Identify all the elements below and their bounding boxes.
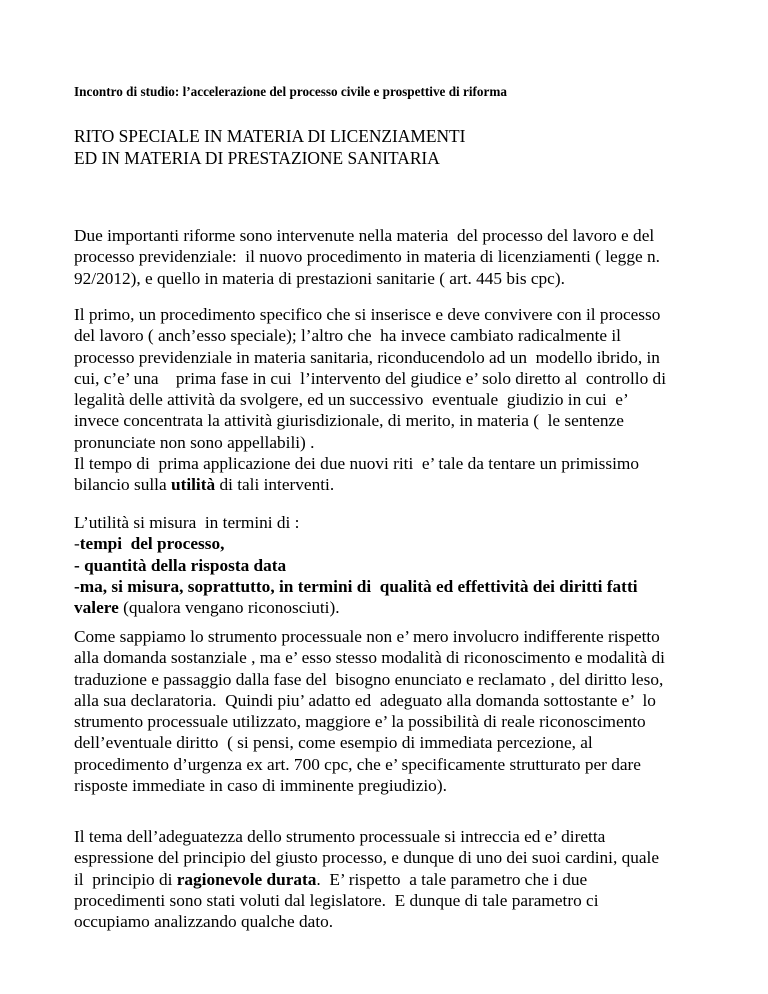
paragraph-line: L’utilità si misura in termini di :: [74, 513, 300, 532]
bold-text: -ma, si misura, soprattutto, in termini di qualità ed effettività dei diritti fatti: [74, 576, 638, 596]
text-run: bilancio sulla: [74, 475, 171, 495]
paragraph-line: Come sappiamo lo strumento processuale non e’ mero involucro indifferente rispetto: [74, 627, 660, 646]
paragraph-procedural-instrument: [74, 626, 714, 796]
paragraph-line: strumento processuale utilizzato, maggiore e’ la possibilità di reale riconoscimento: [74, 712, 646, 732]
paragraph-line: [74, 597, 714, 618]
bold-text: - quantità della risposta data: [74, 555, 287, 575]
text-run: . E’ rispetto a tale parametro che i due: [316, 869, 588, 889]
paragraph-line: alla domanda sostanziale , ma e’ esso stesso modalità di riconoscimento e modalità di: [74, 648, 665, 668]
paragraph-line: processo previdenziale: il nuovo procedimento in materia di licenziamenti ( legge n.: [74, 247, 660, 267]
paragraph-procedures: [74, 304, 714, 453]
bold-text: tempi del processo,: [79, 534, 225, 554]
paragraph-line: legalità delle attività da svolgere, ed un successivo eventuale giudizio in cui e’: [74, 390, 629, 410]
paragraph-line: Il primo, un procedimento specifico che si inserisce e deve convivere con il processo: [74, 305, 661, 324]
paragraph-first-application: [74, 453, 714, 496]
text-run: il principio di: [74, 869, 177, 889]
bold-text: valere: [74, 598, 119, 618]
list-item-quantity: [74, 555, 714, 576]
title-line-1: RITO SPECIALE IN MATERIA DI LICENZIAMENTI: [74, 126, 466, 146]
list-item-times: [74, 533, 714, 554]
list-item-quality: [74, 576, 714, 597]
paragraph-line: espressione del principio del giusto processo, e dunque di uno dei suoi cardini, quale: [74, 848, 660, 868]
paragraph-line: traduzione e passaggio dalla fase del bisogno enunciato e reclamato , del diritto leso,: [74, 669, 664, 689]
paragraph-line: Il tempo di prima applicazione dei due nuovi riti e’ tale da tentare un primissimo: [74, 454, 639, 473]
text-run: di tali interventi.: [215, 475, 335, 495]
text-run: -: [74, 534, 80, 554]
paragraph-line: dell’eventuale diritto ( si pensi, come esempio di immediata percezione, al: [74, 733, 593, 753]
paragraph-intro: [74, 225, 714, 289]
paragraph-line: procedimento d’urgenza ex art. 700 cpc, che e’ specificamente strutturato per dare: [74, 754, 641, 774]
bold-term-utility: utilità: [170, 475, 216, 495]
paragraph-line: invece concentrata la attività giurisdizionale, di merito, in materia ( le sentenze: [74, 411, 624, 431]
paragraph-line: risposte immediate in caso di imminente pregiudizio).: [74, 776, 447, 796]
paragraph-line: [74, 869, 714, 890]
title-line-2: ED IN MATERIA DI PRESTAZIONE SANITARIA: [74, 148, 440, 168]
paragraph-line: pronunciate non sono appellabili) .: [74, 432, 315, 452]
paragraph-line: cui, c’e’ una prima fase in cui l’intervento del giudice e’ solo diretto al controllo di: [74, 368, 666, 388]
paragraph-line: processo previdenziale in materia sanitaria, riconducendolo ad un modello ibrido, in: [74, 347, 660, 367]
paragraph-reasonable-duration: [74, 826, 714, 932]
paragraph-line: procedimenti sono stati voluti dal legislatore. E dunque di tale parametro ci: [74, 890, 599, 910]
paragraph-line: Due importanti riforme sono intervenute nella materia del processo del lavoro e del: [74, 226, 655, 245]
paragraph-line: Il tema dell’adeguatezza dello strumento processuale si intreccia ed e’ diretta: [74, 827, 606, 846]
paragraph-line: 92/2012), e quello in materia di prestazioni sanitarie ( art. 445 bis cpc).: [74, 268, 565, 288]
paragraph-utility-measures: [74, 512, 714, 618]
paragraph-line: occupiamo analizzando qualche dato.: [74, 912, 334, 932]
paragraph-line: alla sua declaratoria. Quindi piu’ adatto ed adeguato alla domanda sottostante e’ lo: [74, 690, 656, 710]
bold-term-reasonable-duration: ragionevole durata: [176, 869, 317, 889]
paragraph-line: [74, 474, 714, 495]
paragraph-line: del lavoro ( anch’esso speciale); l’altro che ha invece cambiato radicalmente il: [74, 326, 621, 346]
seminar-title: Incontro di studio: l’accelerazione del processo civile e prospettive di riforma: [74, 84, 507, 99]
text-run: (qualora vengano riconosciuti).: [118, 598, 340, 618]
document-title: [74, 125, 465, 169]
